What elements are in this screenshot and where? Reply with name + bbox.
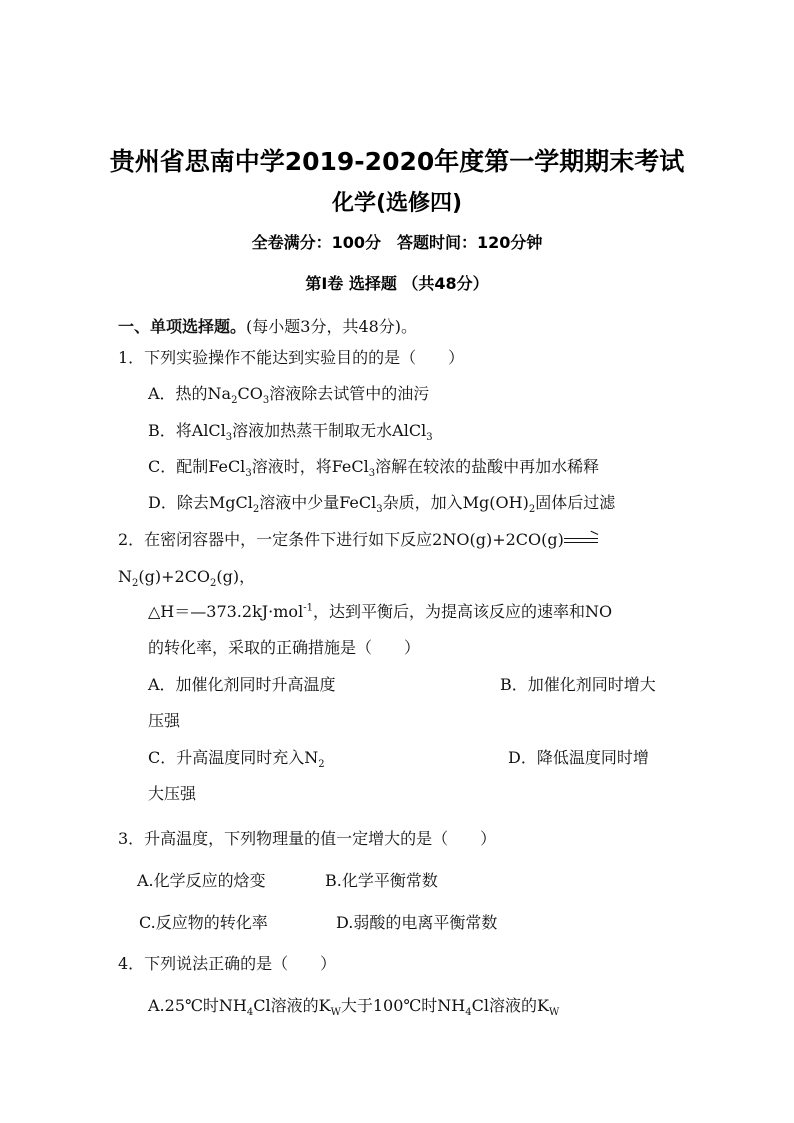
question-1-stem: 1．下列实验操作不能达到实验目的的是（ ） [118,348,465,367]
question-2-stem-line2: $N_2(g)+2CO_2(g)$， [118,567,256,590]
question-4-stem: 4．下列说法正确的是（ ） [118,954,337,973]
question-1-option-b: B．将AlCl$_3$溶液加热蒸干制取无水AlCl$_3$ [148,421,433,444]
section-note: (每小题3分，共48分)。 [246,317,418,336]
question-3-option-d: D.弱酸的电离平衡常数 [336,913,498,932]
subject-title: 化学(选修四) [331,191,463,216]
question-3-option-a: A.化学反应的焓变 [137,871,266,890]
question-2-stem-line3: △H＝—373.2kJ·mol$^{-1}$，达到平衡后，为提高该反应的速率和NO [148,602,613,621]
question-2-option-c: C．升高温度同时充入$N_2$ [148,748,325,771]
section-label: 一、单项选择题。 [118,317,247,336]
section-heading [118,316,417,338]
question-2-option-b: B．加催化剂同时增大 [500,675,656,694]
question-3-option-b: B.化学平衡常数 [325,871,438,890]
question-1-option-d: D．除去MgCl$_2$溶液中少量FeCl$_3$杂质，加入$Mg(OH)_2$固体后过滤 [148,493,616,516]
question-2-option-d: D．降低温度同时增 [508,748,649,767]
question-1-option-a: A．热的$Na_2CO_3$溶液除去试管中的油污 [148,384,430,407]
question-3-option-c: C.反应物的转化率 [139,913,268,932]
question-2-option-a: A．加催化剂同时升高温度 [148,675,336,694]
question-2-stem-line4: 的转化率，采取的正确措施是（ ） [148,638,421,657]
question-3-stem: 3．升高温度，下列物理量的值一定增大的是（ ） [118,829,497,848]
exam-title: 贵州省思南中学2019-2020年度第一学期期末考试 [109,147,685,176]
part-heading: 第Ⅰ卷 选择题 （共48分） [305,274,489,293]
exam-info: 全卷满分：100分 答题时间：120分钟 [251,233,543,252]
question-2-option-b-continued: 压强 [148,711,181,730]
equilibrium-arrow-icon [564,537,598,545]
question-1-option-c: C．配制FeCl$_3$溶液时，将FeCl$_3$溶解在较浓的盐酸中再加水稀释 [148,457,600,480]
question-2-stem-line1: 2．在密闭容器中，一定条件下进行如下反应2NO(g)+2CO(g) [118,529,598,551]
question-2-option-d-continued: 大压强 [148,784,197,803]
question-4-option-a: A.25℃时$NH_4Cl$溶液的$K_W$大于100℃时$NH_4Cl$溶液的$K_W$ [148,996,560,1019]
